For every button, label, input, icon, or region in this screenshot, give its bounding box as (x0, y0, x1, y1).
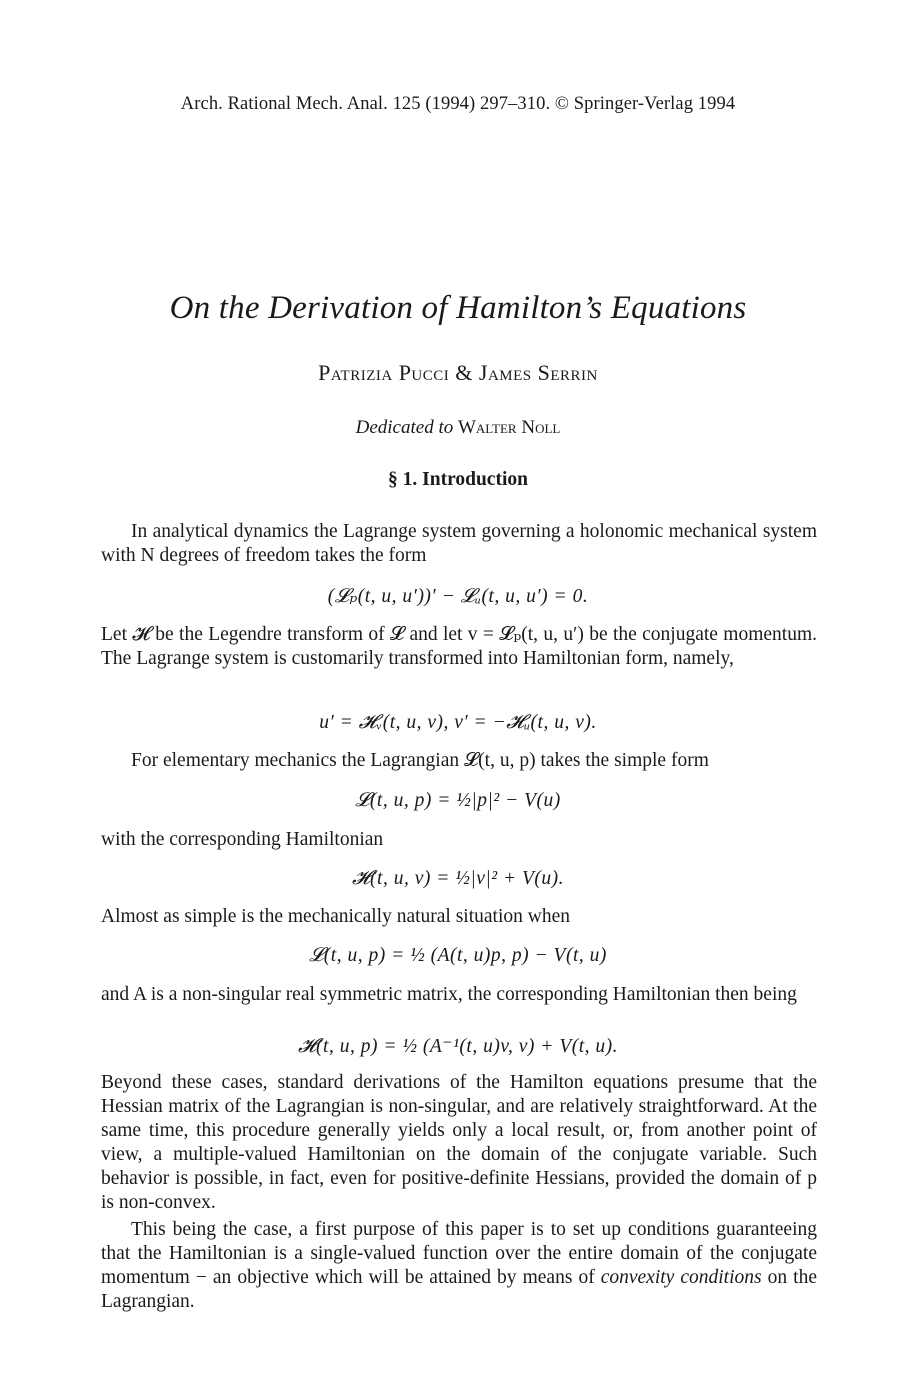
paragraph-6: and A is a non-singular real symmetric matrix, the corresponding Hamiltonian then being (101, 984, 797, 1005)
paragraph-7: Beyond these cases, standard derivations of the Hamilton equations presume that the Hessian matrix of the Lagrangian is non-singular, and are relatively straightforward. At the same time, this procedure generally yields only a local result, or, from another point of view, a multiple-valued Hamiltonian on the domain of the conjugate variable. Such behavior is possible, in fact, even for positive-definite Hessians, provided the domain of p is non-convex. (101, 1072, 817, 1213)
equation-lagrange: (𝓛ₚ(t, u, u′))′ − 𝓛ᵤ(t, u, u′) = 0. (327, 586, 589, 607)
journal-citation: Arch. Rational Mech. Anal. 125 (1994) 297–310. © Springer-Verlag 1994 (180, 94, 736, 114)
equation-lagrangian-natural: 𝓛(t, u, p) = ½ (A(t, u)p, p) − V(t, u) (309, 945, 607, 966)
paragraph-1: In analytical dynamics the Lagrange system governing a holonomic mechanical system with N degrees of freedom takes the form (101, 521, 817, 566)
dedication-prefix: Dedicated to (355, 417, 454, 438)
paragraph-5: Almost as simple is the mechanically natural situation when (101, 906, 570, 927)
paragraph-8-end: on the Lagrangian. (101, 1267, 817, 1312)
dedication (0, 417, 916, 439)
paper-title: On the Derivation of Hamilton’s Equations (169, 290, 747, 326)
paragraph-2: Let 𝓗 be the Legendre transform of 𝓛 and let v = 𝓛ₚ(t, u, u′) be the conjugate momentum. The Lagrange system is customarily transformed into Hamiltonian form, namely, (101, 624, 817, 669)
emphasis-convexity: convexity conditions (600, 1267, 762, 1288)
dedication-name: Walter Noll (457, 417, 561, 438)
equation-hamilton: u′ = 𝓗ᵥ(t, u, v), v′ = −𝓗ᵤ(t, u, v). (319, 712, 597, 733)
section-heading: § 1. Introduction (388, 469, 528, 490)
paragraph-8 (101, 1218, 817, 1314)
paragraph-3: For elementary mechanics the Lagrangian 𝓛(t, u, p) takes the simple form (131, 750, 709, 771)
paragraph-4: with the corresponding Hamiltonian (101, 829, 384, 850)
authors: Patrizia Pucci & James Serrin (318, 360, 598, 385)
equation-hamiltonian-simple: 𝓗(t, u, v) = ½|v|² + V(u). (351, 868, 565, 889)
equation-hamiltonian-natural: 𝓗(t, u, p) = ½ (A⁻¹(t, u)v, v) + V(t, u). (297, 1036, 619, 1057)
paragraph-8-text: This being the case, a first purpose of this paper is to set up conditions guaranteeing that the Hamiltonian is a single-valued function over the entire domain of the conjugate momentum − an objective which will be attained by means of (101, 1219, 817, 1288)
equation-lagrangian-simple: 𝓛(t, u, p) = ½|p|² − V(u) (355, 790, 561, 811)
